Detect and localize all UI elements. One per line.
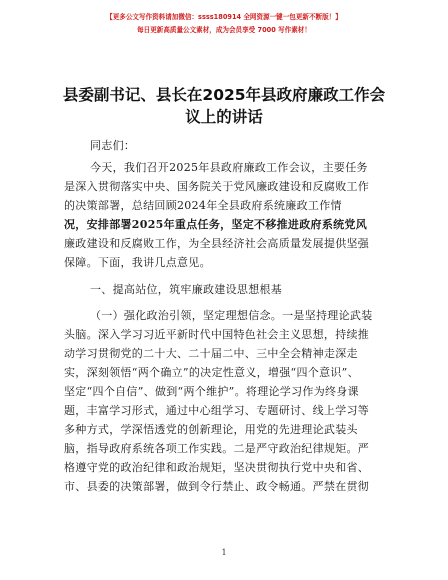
paragraph-1-line-2: 是深入贯彻落实中央、国务院关于党风廉政建设和反腐败工作 bbox=[64, 180, 370, 193]
document-title-line-2: 议上的讲话 bbox=[185, 108, 263, 126]
paragraph-2-line-5: 坚定“四个自信”、做到“两个维护”。将理论学习作为终身课 bbox=[64, 385, 359, 398]
paragraph-2-line-2: 头脑。深入学习习近平新时代中国特色社会主义思想，持续推 bbox=[64, 328, 370, 341]
greeting: 同志们： bbox=[90, 139, 136, 152]
section-heading-1: 一、提高站位，筑牢廉政建设思想根基 bbox=[90, 283, 283, 296]
paragraph-1-line-5: 廉政建设和反腐败工作，为全县经济社会高质量发展提供坚强 bbox=[64, 237, 370, 250]
paragraph-2-line-6: 题，丰富学习形式，通过中心组学习、专题研讨、线上学习等 bbox=[64, 404, 370, 417]
paragraph-2-line-10: 市、县委的决策部署，做到令行禁止、政令畅通。严禁在贯彻 bbox=[64, 480, 370, 493]
paragraph-1-line-4: 况，安排部署2025年重点任务，坚定不移推进政府系统党风 bbox=[64, 218, 368, 231]
promo-banner-line-1: 【更多公文写作资料请加微信：ssss180914 全网资源一键一包更新不断版！】 bbox=[106, 13, 342, 21]
paragraph-2-line-3: 动学习贯彻党的二十大、二十届二中、三中全会精神走深走 bbox=[64, 347, 358, 360]
paragraph-2-line-9: 格遵守党的政治纪律和政治规矩，坚决贯彻执行党中央和省、 bbox=[64, 461, 370, 474]
document-title-line-1: 县委副书记、县长在2025年县政府廉政工作会 bbox=[62, 86, 386, 104]
page-number: 1 bbox=[221, 548, 227, 557]
paragraph-2-line-4: 实，深刻领悟“两个确立”的决定性意义，增强“四个意识”、 bbox=[64, 366, 359, 379]
paragraph-2-line-1: （一）强化政治引领，坚定理想信念。一是坚持理论武装 bbox=[90, 309, 373, 322]
paragraph-2-line-8: 脑，指导政府系统各项工作实践。二是严守政治纪律规矩。严 bbox=[64, 442, 370, 455]
paragraph-1-line-6: 保障。下面，我讲几点意见。 bbox=[64, 256, 211, 269]
paragraph-1-line-3: 的决策部署，总结回顾2024年全县政府系统廉政工作情 bbox=[64, 199, 342, 212]
paragraph-1-line-1: 今天，我们召开2025年县政府廉政工作会议，主要任务 bbox=[90, 161, 368, 174]
paragraph-2-line-7: 多种方式，学深悟透党的创新理论，用党的先进理论武装头 bbox=[64, 423, 358, 436]
promo-banner-line-2: 每日更新高质量公文素材，成为会员享受 7000 写作素材！ bbox=[137, 26, 311, 34]
